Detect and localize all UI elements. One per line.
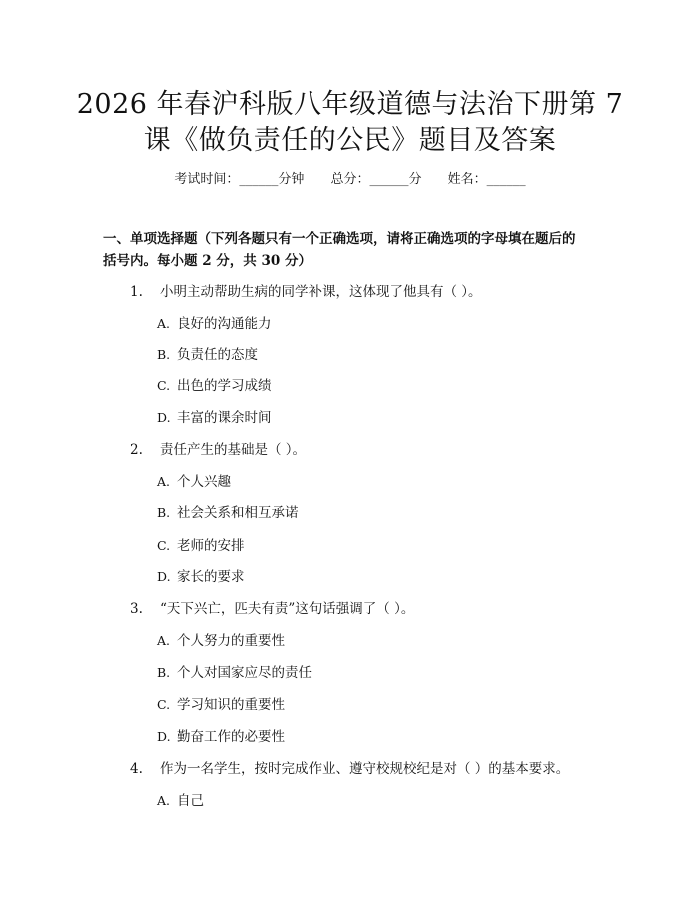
section-heading-line-1: 一、单项选择题（下列各题只有一个正确选项，请将正确选项的字母填在题后的 — [103, 231, 576, 247]
option-letter: B. — [157, 347, 171, 362]
option-text: 社会关系和相互承诺 — [177, 505, 299, 521]
option-text: 丰富的课余时间 — [177, 410, 272, 426]
question-3-option-a — [157, 631, 285, 651]
section-heading-line-2: 括号内。每小题 2 分，共 30 分） — [103, 253, 312, 269]
question-3-option-c — [157, 695, 285, 715]
option-text: 家长的要求 — [177, 569, 245, 585]
question-text: 小明主动帮助生病的同学补课，这体现了他具有（ ）。 — [160, 284, 482, 300]
question-3 — [130, 599, 414, 619]
option-letter: A. — [157, 474, 171, 489]
option-text: 个人兴趣 — [177, 474, 231, 490]
question-2 — [130, 440, 306, 460]
option-letter: A. — [157, 793, 171, 808]
exam-time-field: 考试时间：______分钟 — [174, 172, 305, 187]
option-letter: C. — [157, 697, 171, 712]
option-text: 勤奋工作的必要性 — [177, 729, 285, 745]
question-2-option-b — [157, 503, 299, 523]
exam-info-line — [0, 168, 700, 187]
option-letter: A. — [157, 316, 171, 331]
option-text: 良好的沟通能力 — [177, 316, 272, 332]
question-1-option-d — [157, 408, 272, 428]
question-text: 责任产生的基础是（ ）。 — [160, 442, 307, 458]
option-letter: D. — [157, 729, 171, 744]
question-3-option-b — [157, 663, 312, 683]
question-1-option-a — [157, 314, 272, 334]
option-text: 个人对国家应尽的责任 — [177, 665, 312, 681]
question-1 — [130, 282, 482, 302]
question-3-option-d — [157, 727, 285, 747]
question-number: 1. — [130, 284, 143, 300]
page-title-line-2: 课《做负责任的公民》题目及答案 — [143, 125, 557, 156]
student-name-field: 姓名：______ — [447, 172, 526, 187]
question-text: “天下兴亡，匹夫有责”这句话强调了（ ）。 — [160, 601, 415, 617]
question-2-option-c — [157, 536, 245, 556]
option-text: 出色的学习成绩 — [177, 378, 272, 394]
option-text: 负责任的态度 — [177, 347, 258, 363]
question-2-option-a — [157, 472, 231, 492]
option-letter: D. — [157, 410, 171, 425]
question-4-option-a — [157, 791, 204, 811]
option-letter: B. — [157, 665, 171, 680]
page-title-line-1: 2026 年春沪科版八年级道德与法治下册第 7 — [76, 89, 624, 120]
option-letter: D. — [157, 569, 171, 584]
total-score-field: 总分：______分 — [330, 172, 422, 187]
option-letter: A. — [157, 633, 171, 648]
option-letter: C. — [157, 378, 171, 393]
question-1-option-b — [157, 345, 258, 365]
question-text: 作为一名学生，按时完成作业、遵守校规校纪是对（ ）的基本要求。 — [160, 761, 570, 777]
option-text: 自己 — [177, 793, 204, 809]
option-text: 老师的安排 — [177, 538, 245, 554]
option-letter: C. — [157, 538, 171, 553]
question-number: 4. — [130, 761, 143, 777]
option-letter: B. — [157, 505, 171, 520]
question-1-option-c — [157, 376, 272, 396]
question-4 — [130, 759, 569, 779]
question-2-option-d — [157, 567, 245, 587]
option-text: 学习知识的重要性 — [177, 697, 285, 713]
option-text: 个人努力的重要性 — [177, 633, 285, 649]
question-number: 2. — [130, 442, 143, 458]
question-number: 3. — [130, 601, 143, 617]
